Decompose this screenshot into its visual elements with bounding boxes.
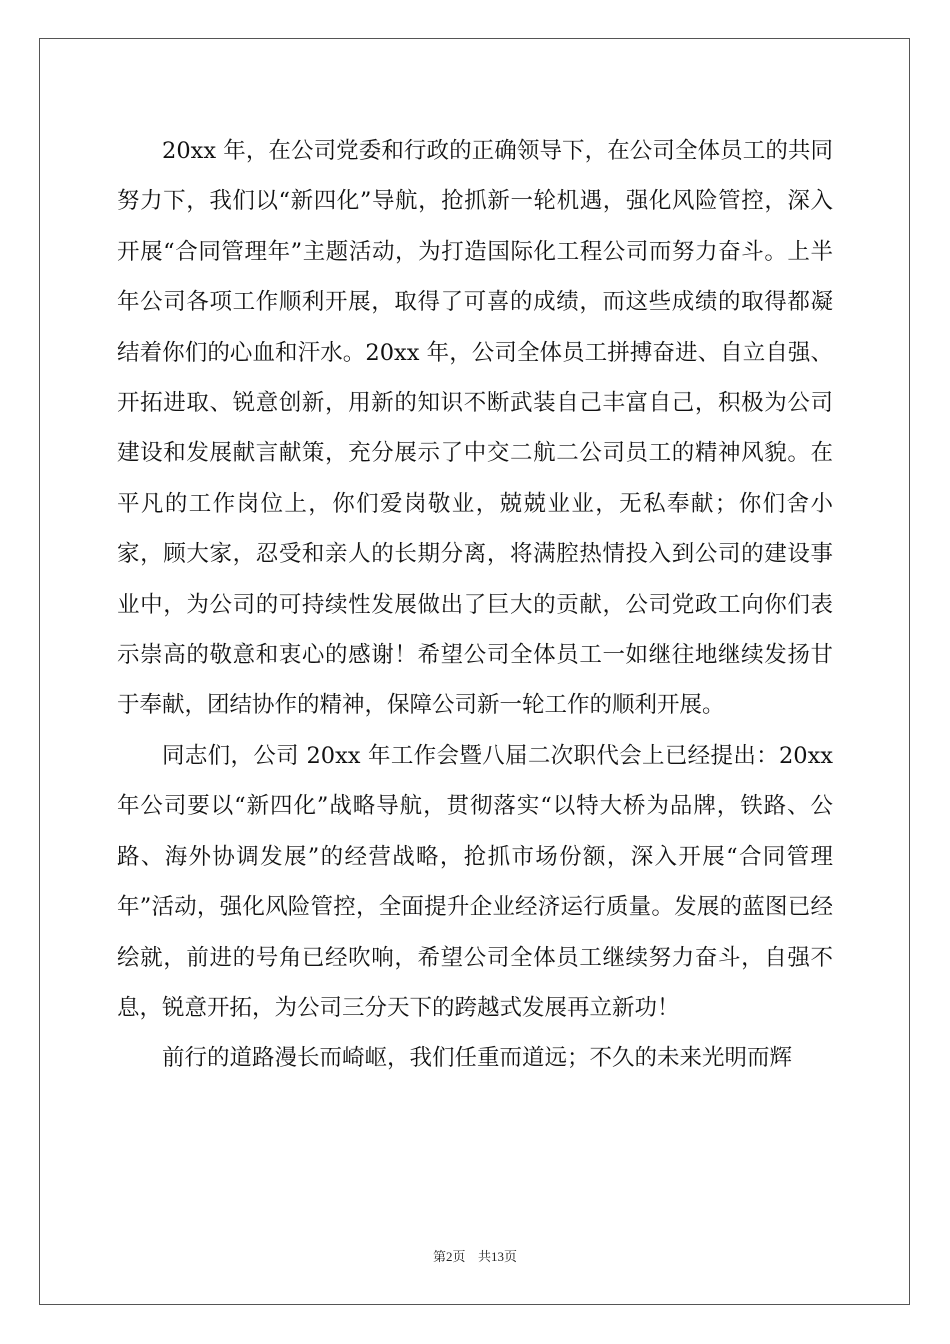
document-body: [117, 126, 833, 1084]
total-pages: 13: [490, 1249, 504, 1264]
page-footer: [0, 1246, 950, 1265]
paragraph-1: 20xx 年，在公司党委和行政的正确领导下，在公司全体员工的共同努力下，我们以“新四化”导航，抢抓新一轮机遇，强化风险管控，深入开展“合同管理年”主题活动，为打造国际化工程公司而努力奋斗。上半年公司各项工作顺利开展，取得了可喜的成绩，而这些成绩的取得都凝结着你们的心血和汗水。20xx 年，公司全体员工拼搏奋进、自立自强、开拓进取、锐意创新，用新的知识不断武装自己丰富自己，积极为公司建设和发展献言献策，充分展示了中交二航二公司员工的精神风貌。在平凡的工作岗位上，你们爱岗敬业，兢兢业业，无私奉献；你们舍小家，顾大家，忍受和亲人的长期分离，将满腔热情投入到公司的建设事业中，为公司的可持续性发展做出了巨大的贡献，公司党政工向你们表示崇高的敬意和衷心的感谢！希望公司全体员工一如继往地继续发扬甘于奉献，团结协作的精神，保障公司新一轮工作的顺利开展。: [117, 138, 833, 719]
page-number: 2: [446, 1249, 453, 1264]
paragraph-2: 同志们，公司 20xx 年工作会暨八届二次职代会上已经提出：20xx 年公司要以“新四化”战略导航，贯彻落实“以特大桥为品牌，铁路、公路、海外协调发展”的经营战略，抢抓市场份额，深入开展“合同管理年”活动，强化风险管控，全面提升企业经济运行质量。发展的蓝图已经绘就，前进的号角已经吹响，希望公司全体员工继续努力奋斗，自强不息，锐意开拓，为公司三分天下的跨越式发展再立新功！: [117, 742, 833, 1021]
total-suffix: 页: [503, 1250, 517, 1265]
page-prefix: 第: [433, 1250, 447, 1265]
paragraph-3: 前行的道路漫长而崎岖，我们任重而道远；不久的未来光明而辉: [162, 1045, 793, 1072]
page-suffix: 页: [452, 1250, 466, 1265]
total-prefix: 共: [477, 1250, 491, 1265]
